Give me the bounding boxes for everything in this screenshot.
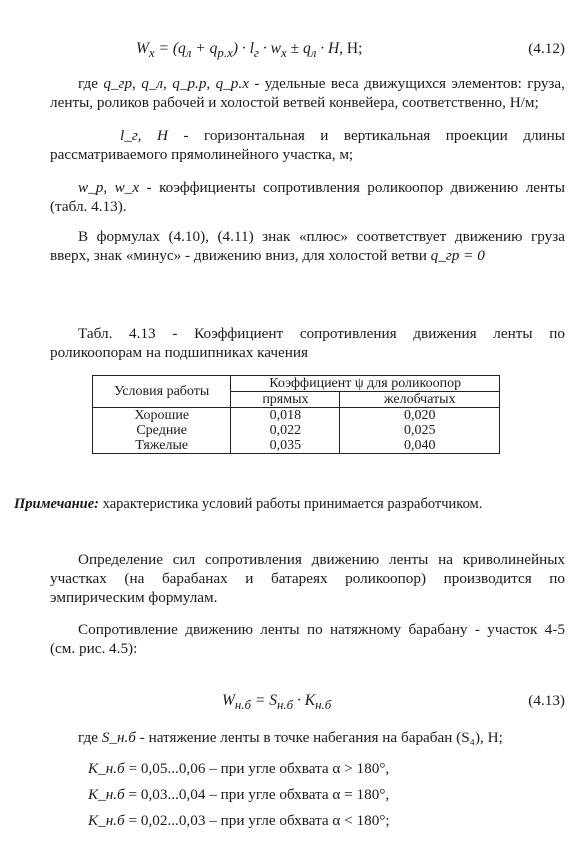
- equation-number: (4.12): [528, 40, 565, 57]
- note-label: Примечание:: [14, 496, 100, 512]
- equation-number: (4.13): [528, 692, 565, 709]
- paragraph-projections: [50, 126, 565, 164]
- paragraph-specific-weights: [50, 74, 565, 112]
- symbol: S_н.б: [101, 729, 136, 746]
- para-rest: - натяжение ленты в точке набегания на барабан (S₄), Н;: [135, 729, 503, 746]
- table-row: [93, 423, 500, 438]
- cell-straight: 0,018: [231, 408, 340, 424]
- paragraph-curvilinear: Определение сил сопротивления движению ленты на криволинейных участках (на барабанах и батареях роликоопор) производится по эмпирическим формулам.: [50, 551, 565, 606]
- k-value: = 0,05...0,06 – при угле обхвата α > 180°,: [124, 760, 390, 777]
- header-coefficient: Коэффициент ψ для роликоопор: [231, 376, 500, 392]
- cell-trough: 0,020: [340, 408, 500, 424]
- note-text: характеристика условий работы принимается разработчиком.: [99, 496, 483, 512]
- header-trough: желобчатых: [340, 392, 500, 408]
- formula-4-12: [0, 40, 587, 62]
- formula-expression: $W_x = (q_л + q_{р.х}) \cdot l_г \cdot w_х \pm q_л \cdot H$, Н;: [136, 40, 363, 61]
- resistance-coefficient-table: [92, 375, 500, 454]
- k-symbol: K_н.б: [88, 760, 125, 777]
- cell-straight: 0,022: [231, 423, 340, 438]
- paragraph-sign-rule: [50, 227, 565, 265]
- header-conditions: Условия работы: [93, 376, 231, 408]
- k-value: = 0,03...0,04 – при угле обхвата α = 180°,: [124, 786, 390, 803]
- k-symbol: K_н.б: [88, 812, 125, 829]
- formula-expression: $W_{н.б} = S_{н.б} \cdot K_{н.б}$: [222, 692, 332, 713]
- table-row: [93, 438, 500, 454]
- table-row: [93, 408, 500, 424]
- paragraph-tension-drum: Сопротивление движению ленты по натяжному барабану - участок 4-5 (см. рис. 4.5):: [50, 621, 565, 657]
- k-value: = 0,02...0,03 – при угле обхвата α < 180°;: [124, 812, 390, 829]
- k-coefficient-line: [88, 812, 390, 830]
- symbols: l_г, H: [120, 127, 168, 144]
- formula-4-13: [0, 692, 587, 714]
- para-rest: - коэффициенты сопротивления роликоопор движению ленты (табл. 4.13).: [50, 179, 565, 215]
- formula-inline: q_гр = 0: [430, 247, 485, 264]
- symbols: w_р, w_х: [78, 179, 140, 196]
- cell-trough: 0,040: [340, 438, 500, 454]
- para-rest: - горизонтальная и вертикальная проекции длины рассматриваемого прямолинейного участка, м;: [50, 127, 565, 163]
- k-symbol: K_н.б: [88, 786, 125, 803]
- para-rest: - удельные веса движущихся элементов: груза, ленты, роликов рабочей и холостой ветвей конвейера, соответственно, Н/м;: [50, 75, 565, 111]
- note: [14, 496, 482, 513]
- cell-trough: 0,025: [340, 423, 500, 438]
- cell-condition: Хорошие: [93, 408, 231, 424]
- k-coefficient-line: [88, 760, 389, 778]
- symbols: q_гр, q_л, q_р.р, q_р.х: [103, 75, 249, 92]
- k-coefficient-line: [88, 786, 389, 804]
- para-lead: где: [78, 75, 104, 92]
- paragraph-run-on-tension: [50, 728, 565, 747]
- cell-condition: Тяжелые: [93, 438, 231, 454]
- para-lead: где: [78, 729, 102, 746]
- table-caption: Табл. 4.13 - Коэффициент сопротивления движения ленты по роликоопорам на подшипниках качения: [50, 325, 565, 361]
- cell-condition: Средние: [93, 423, 231, 438]
- cell-straight: 0,035: [231, 438, 340, 454]
- paragraph-coefficients: [50, 178, 565, 216]
- para-text: В формулах (4.10), (4.11) знак «плюс» соответствует движению груза вверх, знак «минус» - движению вниз, для холостой ветви: [50, 228, 565, 264]
- header-straight: прямых: [231, 392, 340, 408]
